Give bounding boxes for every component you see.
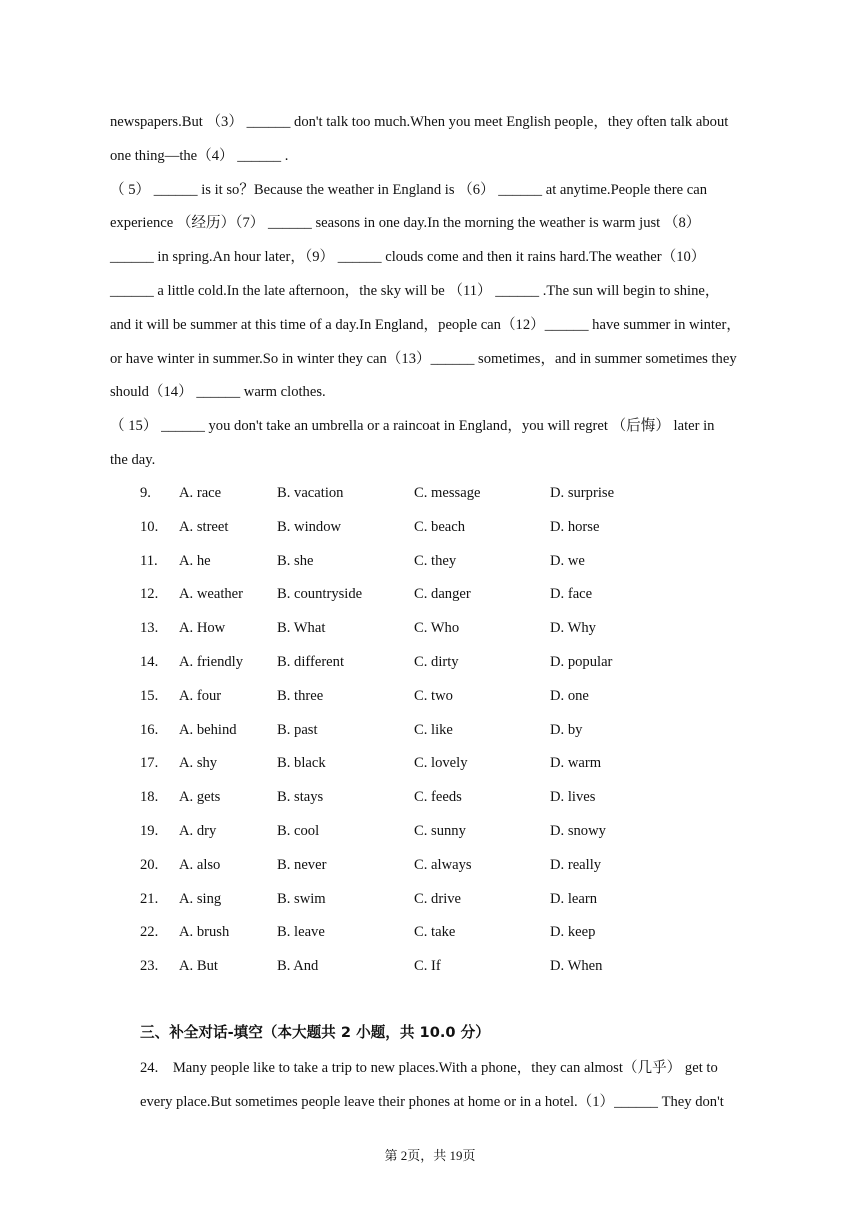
option-row bbox=[140, 883, 780, 917]
option-row bbox=[140, 578, 780, 612]
option-c: C. feeds bbox=[414, 789, 462, 806]
option-row bbox=[140, 680, 780, 714]
option-row bbox=[140, 916, 780, 950]
option-a: A. weather bbox=[179, 586, 244, 603]
option-row bbox=[140, 646, 780, 680]
option-b: B. countryside bbox=[277, 586, 363, 603]
question-number: 22. bbox=[140, 924, 159, 941]
passage-line: the day. bbox=[110, 451, 156, 468]
option-b: B. swim bbox=[277, 890, 326, 907]
option-a: A. sing bbox=[179, 890, 222, 907]
option-c: C. dirty bbox=[414, 653, 459, 670]
option-b: B. leave bbox=[277, 924, 325, 941]
question-line: every place.But sometimes people leave their phones at home or in a hotel.（1）______ They don't bbox=[140, 1093, 724, 1110]
option-b: B. black bbox=[277, 755, 326, 772]
option-a: A. four bbox=[179, 687, 222, 704]
option-b: B. never bbox=[277, 856, 327, 873]
option-c: C. sunny bbox=[414, 822, 466, 839]
option-c: C. If bbox=[414, 958, 441, 975]
option-row bbox=[140, 781, 780, 815]
option-d: D. Why bbox=[550, 620, 596, 637]
passage-line: newspapers.But （3） ______ don't talk too much.When you meet English people，they often talk about bbox=[110, 114, 729, 130]
option-d: D. popular bbox=[550, 653, 613, 670]
option-row bbox=[140, 477, 780, 511]
question-line: 24. Many people like to take a trip to new places.With a phone，they can almost（几乎） get to bbox=[140, 1060, 718, 1076]
option-c: C. two bbox=[414, 687, 453, 704]
option-d: D. warm bbox=[550, 755, 602, 772]
option-d: D. horse bbox=[550, 518, 600, 535]
question-number: 19. bbox=[140, 822, 159, 839]
option-d: D. learn bbox=[550, 890, 598, 907]
option-c: C. drive bbox=[414, 890, 462, 907]
option-row bbox=[140, 714, 780, 748]
option-d: D. keep bbox=[550, 924, 596, 941]
option-row bbox=[140, 612, 780, 646]
question-number: 16. bbox=[140, 721, 159, 738]
option-a: A. shy bbox=[179, 755, 218, 772]
question-number: 17. bbox=[140, 755, 159, 772]
passage-line: experience （经历）（7） ______ seasons in one day.In the morning the weather is warm just （8） bbox=[110, 215, 701, 232]
option-d: D. surprise bbox=[550, 485, 615, 501]
option-c: C. always bbox=[414, 856, 472, 873]
option-row bbox=[140, 849, 780, 883]
passage-line: ______ a little cold.In the late afternoon，the sky will be （11） ______ .The sun will begin to shine， bbox=[110, 282, 720, 299]
option-b: B. she bbox=[277, 552, 314, 569]
option-d: D. snowy bbox=[550, 822, 606, 839]
answer-options-list bbox=[140, 477, 780, 984]
option-b: B. What bbox=[277, 620, 326, 637]
option-row bbox=[140, 950, 780, 984]
option-d: D. face bbox=[550, 586, 593, 603]
option-c: C. danger bbox=[414, 586, 471, 603]
option-row bbox=[140, 545, 780, 579]
option-b: B. stays bbox=[277, 789, 324, 806]
page-footer: 第 2页，共 19页 bbox=[384, 1148, 476, 1163]
option-c: C. like bbox=[414, 721, 453, 738]
option-a: A. How bbox=[179, 620, 226, 637]
option-d: D. we bbox=[550, 552, 585, 569]
option-b: B. window bbox=[277, 518, 342, 535]
cloze-passage bbox=[110, 106, 752, 478]
option-a: A. race bbox=[179, 485, 222, 501]
option-a: A. friendly bbox=[179, 653, 244, 670]
question-number: 9. bbox=[140, 485, 151, 501]
section-heading: 三、补全对话-填空（本大题共 2 小题，共 10.0 分） bbox=[140, 1024, 490, 1041]
option-c: C. take bbox=[414, 924, 456, 941]
option-b: B. And bbox=[277, 958, 319, 975]
option-c: C. they bbox=[414, 552, 457, 569]
question-number: 23. bbox=[140, 958, 159, 975]
question-number: 10. bbox=[140, 518, 159, 535]
passage-line: （ 15） ______ you don't take an umbrella or a raincoat in England，you will regret （后悔） later in bbox=[110, 418, 715, 435]
passage-line: and it will be summer at this time of a day.In England，people can（12）______ have summer in winter， bbox=[110, 316, 741, 333]
option-b: B. different bbox=[277, 653, 345, 670]
option-a: A. he bbox=[179, 552, 211, 569]
question-24 bbox=[140, 1052, 752, 1120]
option-b: B. past bbox=[277, 721, 318, 738]
option-a: A. But bbox=[179, 958, 218, 975]
option-row bbox=[140, 511, 780, 545]
question-number: 13. bbox=[140, 620, 159, 637]
option-a: A. behind bbox=[179, 721, 237, 738]
option-a: A. dry bbox=[179, 822, 217, 839]
option-d: D. by bbox=[550, 721, 583, 738]
option-row bbox=[140, 815, 780, 849]
option-c: C. lovely bbox=[414, 755, 468, 772]
passage-line: or have winter in summer.So in winter they can（13）______ sometimes，and in summer sometimes they bbox=[110, 350, 737, 367]
question-number: 15. bbox=[140, 687, 159, 704]
option-c: C. message bbox=[414, 485, 481, 501]
option-d: D. lives bbox=[550, 789, 596, 806]
option-row bbox=[140, 747, 780, 781]
option-d: D. When bbox=[550, 958, 603, 975]
option-d: D. one bbox=[550, 687, 589, 704]
option-b: B. vacation bbox=[277, 485, 344, 501]
option-a: A. gets bbox=[179, 789, 221, 806]
passage-line: ______ in spring.An hour later，（9） ______ clouds come and then it rains hard.The weather（10） bbox=[110, 249, 706, 266]
option-a: A. brush bbox=[179, 924, 230, 941]
passage-line: one thing—the（4） ______ . bbox=[110, 147, 289, 164]
question-number: 14. bbox=[140, 653, 159, 670]
option-c: C. beach bbox=[414, 518, 466, 535]
option-b: B. cool bbox=[277, 822, 320, 839]
option-d: D. really bbox=[550, 856, 602, 873]
passage-line: should（14） ______ warm clothes. bbox=[110, 384, 326, 401]
question-number: 21. bbox=[140, 890, 159, 907]
question-number: 18. bbox=[140, 789, 159, 806]
option-c: C. Who bbox=[414, 620, 460, 637]
question-number: 11. bbox=[140, 552, 158, 569]
question-number: 12. bbox=[140, 586, 159, 603]
question-number: 20. bbox=[140, 856, 159, 873]
option-a: A. street bbox=[179, 518, 229, 535]
passage-line: （ 5） ______ is it so？Because the weather in England is （6） ______ at anytime.People there can bbox=[110, 181, 707, 198]
option-a: A. also bbox=[179, 856, 221, 873]
option-b: B. three bbox=[277, 687, 324, 704]
